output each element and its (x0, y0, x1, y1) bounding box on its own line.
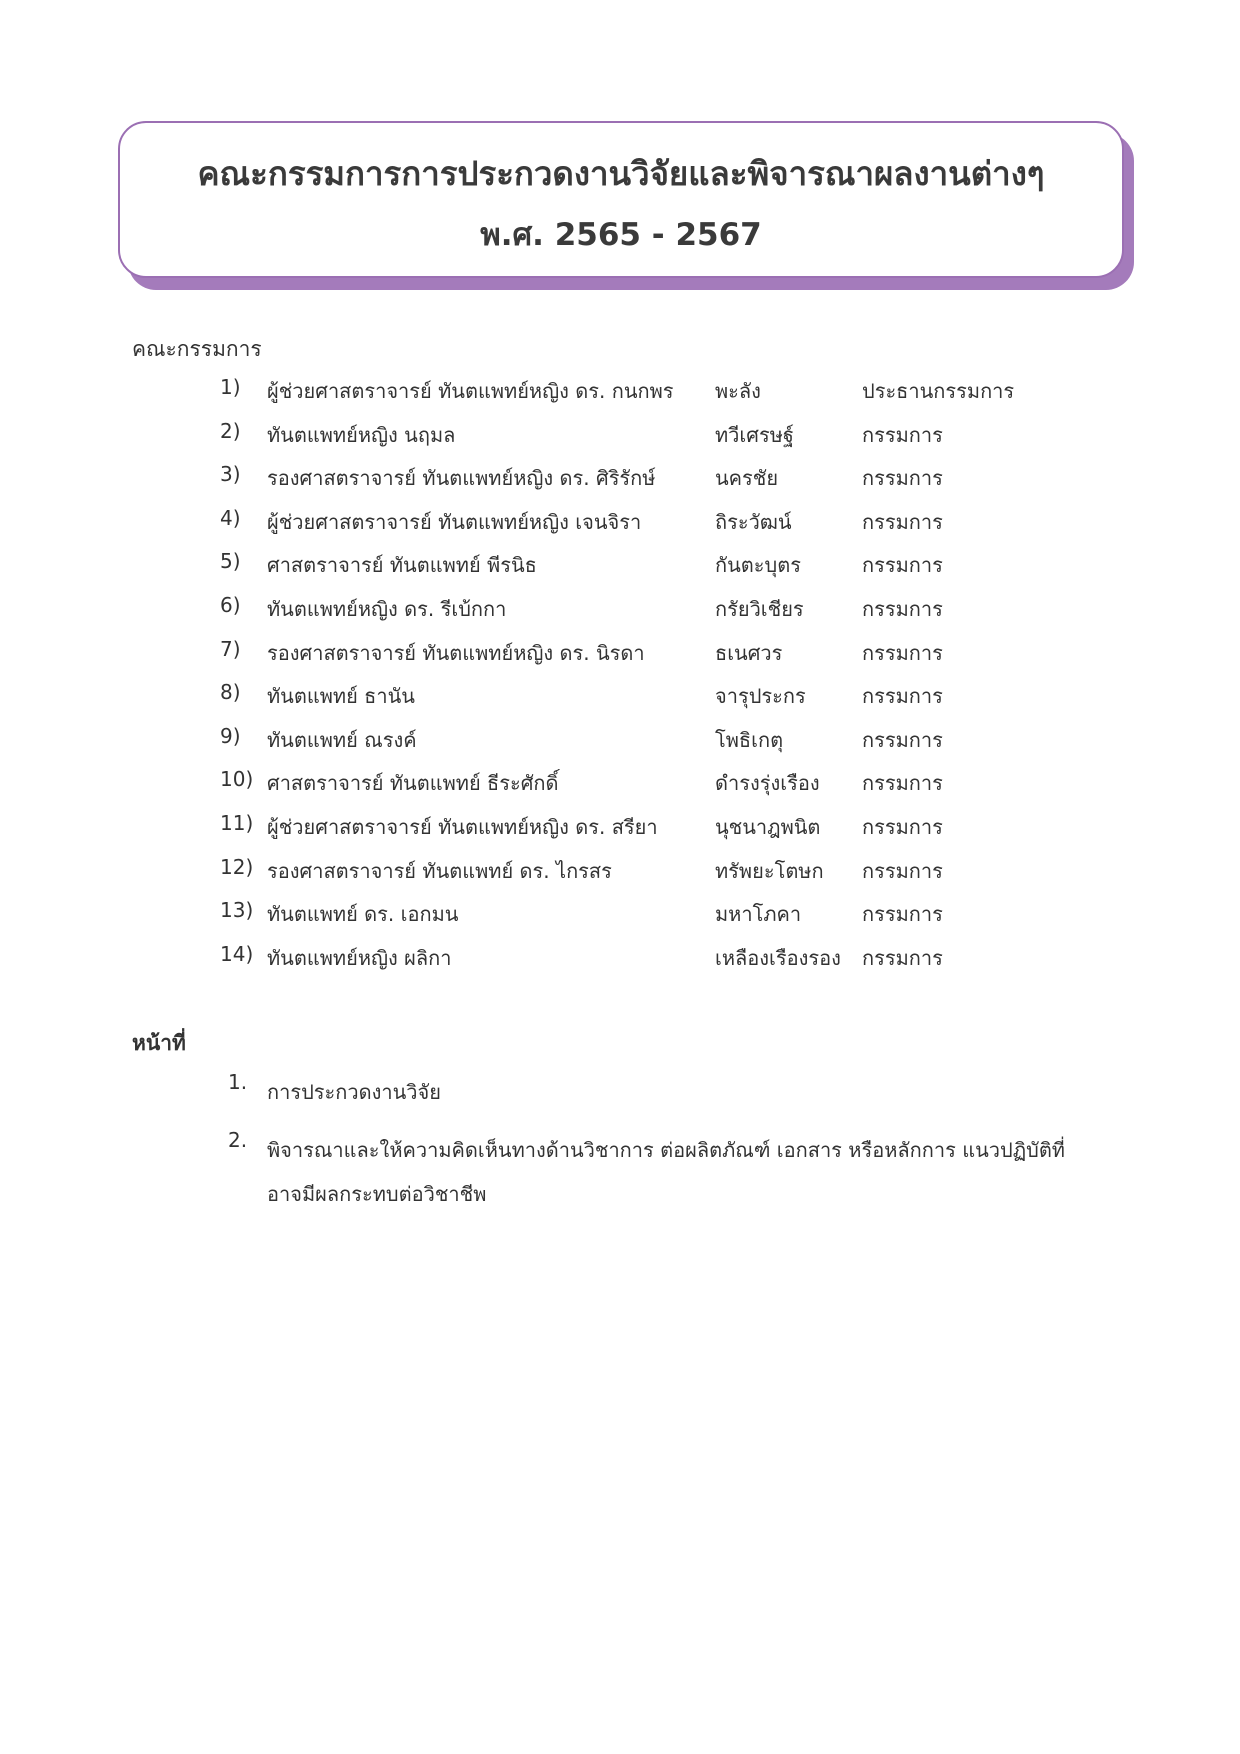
member-role: กรรมการ (862, 466, 943, 491)
member-number: 10) (220, 767, 254, 792)
duty-text: พิจารณาและให้ความคิดเห็นทางด้านวิชาการ ต่อผลิตภัณฑ์ เอกสาร หรือหลักการ แนวปฏิบัติที่อาจมีผลกระทบต่อวิชาชีพ (267, 1138, 1065, 1206)
committee-member-row (0, 898, 1240, 942)
duty-item (0, 1070, 1240, 1114)
member-number: 8) (220, 680, 241, 705)
member-number: 3) (220, 462, 241, 487)
committee-member-row (0, 593, 1240, 637)
duty-text: การประกวดงานวิจัย (267, 1080, 441, 1104)
member-surname: นุชนาฎพนิต (715, 814, 821, 839)
committee-member-row (0, 855, 1240, 899)
member-surname: มหาโภคา (715, 902, 802, 927)
member-surname: ถิระวัฒน์ (715, 509, 792, 534)
member-name: ทันตแพทย์ ดร. เอกมน (267, 902, 459, 927)
committee-member-row (0, 549, 1240, 593)
duty-number: 2. (228, 1128, 248, 1152)
committee-heading: คณะกรรมการ (132, 337, 262, 361)
committee-member-row (0, 462, 1240, 506)
committee-member-row (0, 767, 1240, 811)
member-surname: โพธิเกตุ (715, 727, 784, 752)
member-name: ทันตแพทย์ ณรงค์ (267, 727, 417, 752)
member-name: ผู้ช่วยศาสตราจารย์ ทันตแพทย์หญิง เจนจิรา (267, 509, 642, 534)
committee-member-list (0, 375, 1240, 985)
member-name: ทันตแพทย์หญิง ดร. รีเบ้กกา (267, 596, 507, 621)
member-surname: กันตะบุตร (715, 553, 801, 578)
member-number: 12) (220, 854, 254, 879)
duties-list (0, 1070, 1240, 1230)
member-name: ทันตแพทย์หญิง ผลิกา (267, 945, 452, 970)
committee-member-row (0, 375, 1240, 419)
committee-member-row (0, 680, 1240, 724)
member-number: 4) (220, 505, 241, 530)
duties-heading: หน้าที่ (132, 1031, 186, 1055)
document-title: คณะกรรมการการประกวดงานวิจัยและพิจารณาผลงานต่างๆ (197, 154, 1045, 193)
member-role: กรรมการ (862, 596, 943, 621)
member-name: ทันตแพทย์ ธานัน (267, 684, 415, 709)
member-name: ผู้ช่วยศาสตราจารย์ ทันตแพทย์หญิง ดร. สรียา (267, 814, 658, 839)
member-role: กรรมการ (862, 553, 943, 578)
member-surname: จารุประกร (715, 684, 806, 709)
member-role: กรรมการ (862, 814, 943, 839)
member-surname: ทวีเศรษฐ์ (715, 422, 794, 447)
title-frame (118, 121, 1124, 278)
member-role: กรรมการ (862, 640, 943, 665)
member-surname: ธเนศวร (715, 640, 783, 665)
member-name: ผู้ช่วยศาสตราจารย์ ทันตแพทย์หญิง ดร. กนกพร (267, 379, 674, 403)
member-surname: ดำรงรุ่งเรือง (715, 771, 820, 796)
member-role: กรรมการ (862, 771, 943, 796)
member-role: กรรมการ (862, 727, 943, 752)
member-name: รองศาสตราจารย์ ทันตแพทย์หญิง ดร. ศิริรักษ์ (267, 466, 656, 491)
committee-member-row (0, 506, 1240, 550)
member-name: ทันตแพทย์หญิง นฤมล (267, 422, 456, 447)
member-number: 1) (220, 375, 241, 399)
committee-member-row (0, 942, 1240, 986)
committee-member-row (0, 724, 1240, 768)
member-surname: นครชัย (715, 466, 779, 491)
member-number: 2) (220, 418, 241, 443)
member-surname: กรัยวิเชียร (715, 596, 804, 621)
member-number: 7) (220, 636, 241, 661)
member-number: 9) (220, 723, 241, 748)
member-role: กรรมการ (862, 684, 943, 709)
document-subtitle: พ.ศ. 2565 - 2567 (480, 217, 762, 253)
member-number: 5) (220, 549, 241, 574)
member-name: ศาสตราจารย์ ทันตแพทย์ ธีระศักดิ์ (267, 771, 559, 796)
member-role: กรรมการ (862, 422, 943, 447)
committee-member-row (0, 637, 1240, 681)
member-number: 11) (220, 810, 254, 835)
committee-member-row (0, 419, 1240, 463)
member-number: 13) (220, 898, 254, 923)
member-role: กรรมการ (862, 902, 943, 927)
member-number: 6) (220, 592, 241, 617)
member-number: 14) (220, 941, 254, 966)
member-name: รองศาสตราจารย์ ทันตแพทย์ ดร. ไกรสร (267, 858, 612, 883)
member-surname: ทรัพยะโตษก (715, 858, 824, 883)
member-role: กรรมการ (862, 858, 943, 883)
member-role: กรรมการ (862, 509, 943, 534)
member-surname: เหลืองเรืองรอง (715, 945, 841, 970)
member-surname: พะลัง (715, 379, 761, 403)
member-name: ศาสตราจารย์ ทันตแพทย์ พีรนิธ (267, 553, 537, 578)
member-role: ประธานกรรมการ (862, 379, 1015, 403)
duty-number: 1. (228, 1070, 248, 1094)
member-role: กรรมการ (862, 945, 943, 970)
duty-item (0, 1128, 1240, 1216)
committee-member-row (0, 811, 1240, 855)
member-name: รองศาสตราจารย์ ทันตแพทย์หญิง ดร. นิรดา (267, 640, 645, 665)
